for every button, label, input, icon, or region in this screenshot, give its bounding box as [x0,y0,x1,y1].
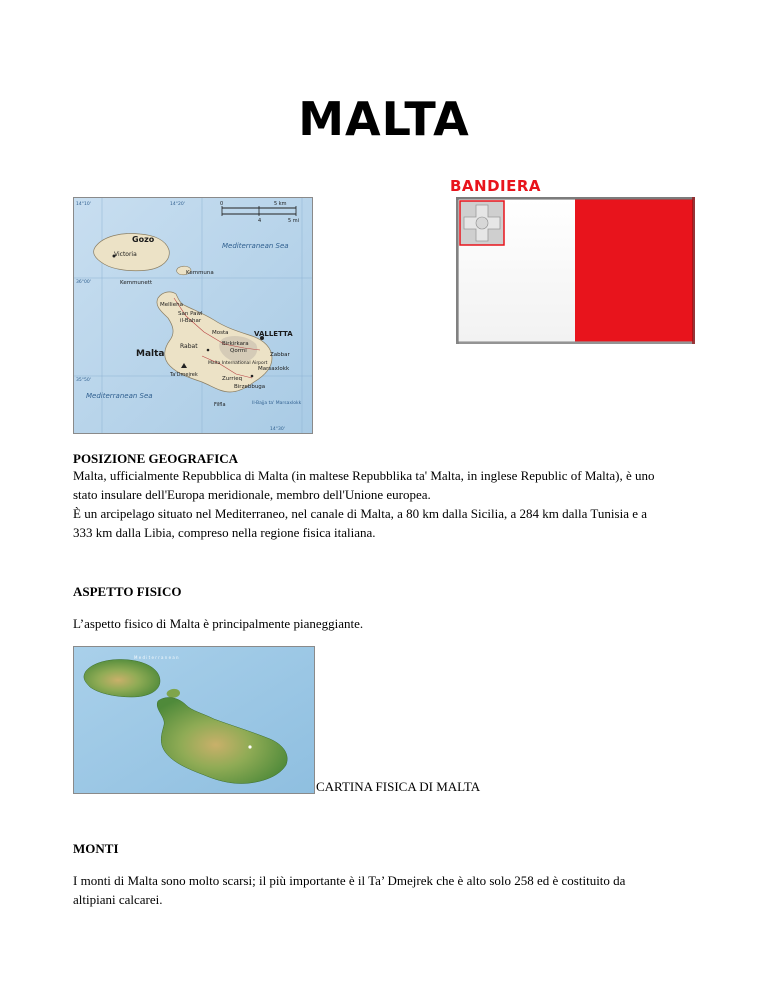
map-label-kemmunett: Kemmunett [120,280,153,286]
map-label-mosta: Mosta [212,330,229,336]
map-label-malta: Malta [136,349,165,359]
map-lat-s: 35°50' [76,378,91,383]
geo-heading: POSIZIONE GEOGRAFICA [73,451,239,466]
map-label-san-pawl: San Pawl [178,311,203,317]
map-label-sea-north: Mediterranean Sea [222,242,289,250]
map-label-marsaxlokk: Marsaxlokk [258,366,290,372]
flag-label: BANDIERA [450,177,542,195]
geo-line-4: 333 km dalla Libia, compreso nella regione fisica italiana. [73,525,376,540]
map-label-il-bahar: il-Bahar [180,318,202,324]
map-label-ta-dmejrek: Ta'Dmejrek [170,372,198,378]
map-label-qormi: Qormi [230,348,247,354]
map-scale-km: 5 km [274,201,287,207]
fisico-heading: ASPETTO FISICO [73,584,182,599]
map-lon-mid: 14°20' [170,202,185,207]
political-map [73,197,313,434]
geo-line-3: È un arcipelago situato nel Mediterraneo, nel canale di Malta, a 80 km dalla Sicilia, a 284 km dalla Tunisia e a [73,506,647,521]
svg-text:M e d i t e r r a n e a n: M e d i t e r r a n e a n [134,655,179,660]
map-label-birzebbuga: Birzebbuga [234,384,266,390]
map-label-zabbar: Zabbar [270,352,290,358]
map-label-kemmuna: Kemmuna [186,270,214,276]
monti-line-2: altipiani calcarei. [73,892,163,907]
fisico-text: L’aspetto fisico di Malta è principalmente pianeggiante. [73,616,364,631]
map-label-birkirkara: Birkirkara [222,341,249,347]
map-label-victoria: Victoria [114,251,137,258]
map-caption: CARTINA FISICA DI MALTA [316,779,481,794]
map-label-gozo: Gozo [132,235,155,244]
monti-heading: MONTI [73,841,119,856]
map-label-valletta: VALLETTA [254,330,293,338]
malta-flag [456,197,695,344]
physical-map [73,646,315,794]
map-scale-four: 4 [258,218,262,224]
monti-line-1: I monti di Malta sono molto scarsi; il più importante è il Ta’ Dmejrek che è alto solo 258 ed è costituito da [73,873,626,888]
map-label-mellieha: Mellieha [160,302,183,308]
george-cross-icon [460,201,504,245]
map-label-filfla: Filfla [214,402,226,408]
geo-line-2: stato insulare dell'Europa meridionale, membro dell'Unione europea. [73,487,431,502]
page-title: MALTA [298,92,470,146]
map-label-rabat: Rabat [180,343,198,350]
map-label-zurrieq: Zurrieq [222,376,243,382]
map-scale-mi: 5 mi [288,218,300,224]
map-lat-n: 36°00' [76,280,91,285]
map-lon-left: 14°10' [76,202,91,207]
map-lon-right: 14°30' [270,427,285,432]
map-label-sea-south: Mediterranean Sea [86,392,153,400]
map-label-airport: Malta International Airport [208,361,268,366]
map-scale-zero: 0 [220,201,224,207]
geo-line-1: Malta, ufficialmente Repubblica di Malta (in maltese Repubblika ta' Malta, in inglese Republic of Malta), è uno [73,468,655,483]
map-label-marsaxlokk-bay: Il-Bajja ta' Marsaxlokk [252,401,302,406]
